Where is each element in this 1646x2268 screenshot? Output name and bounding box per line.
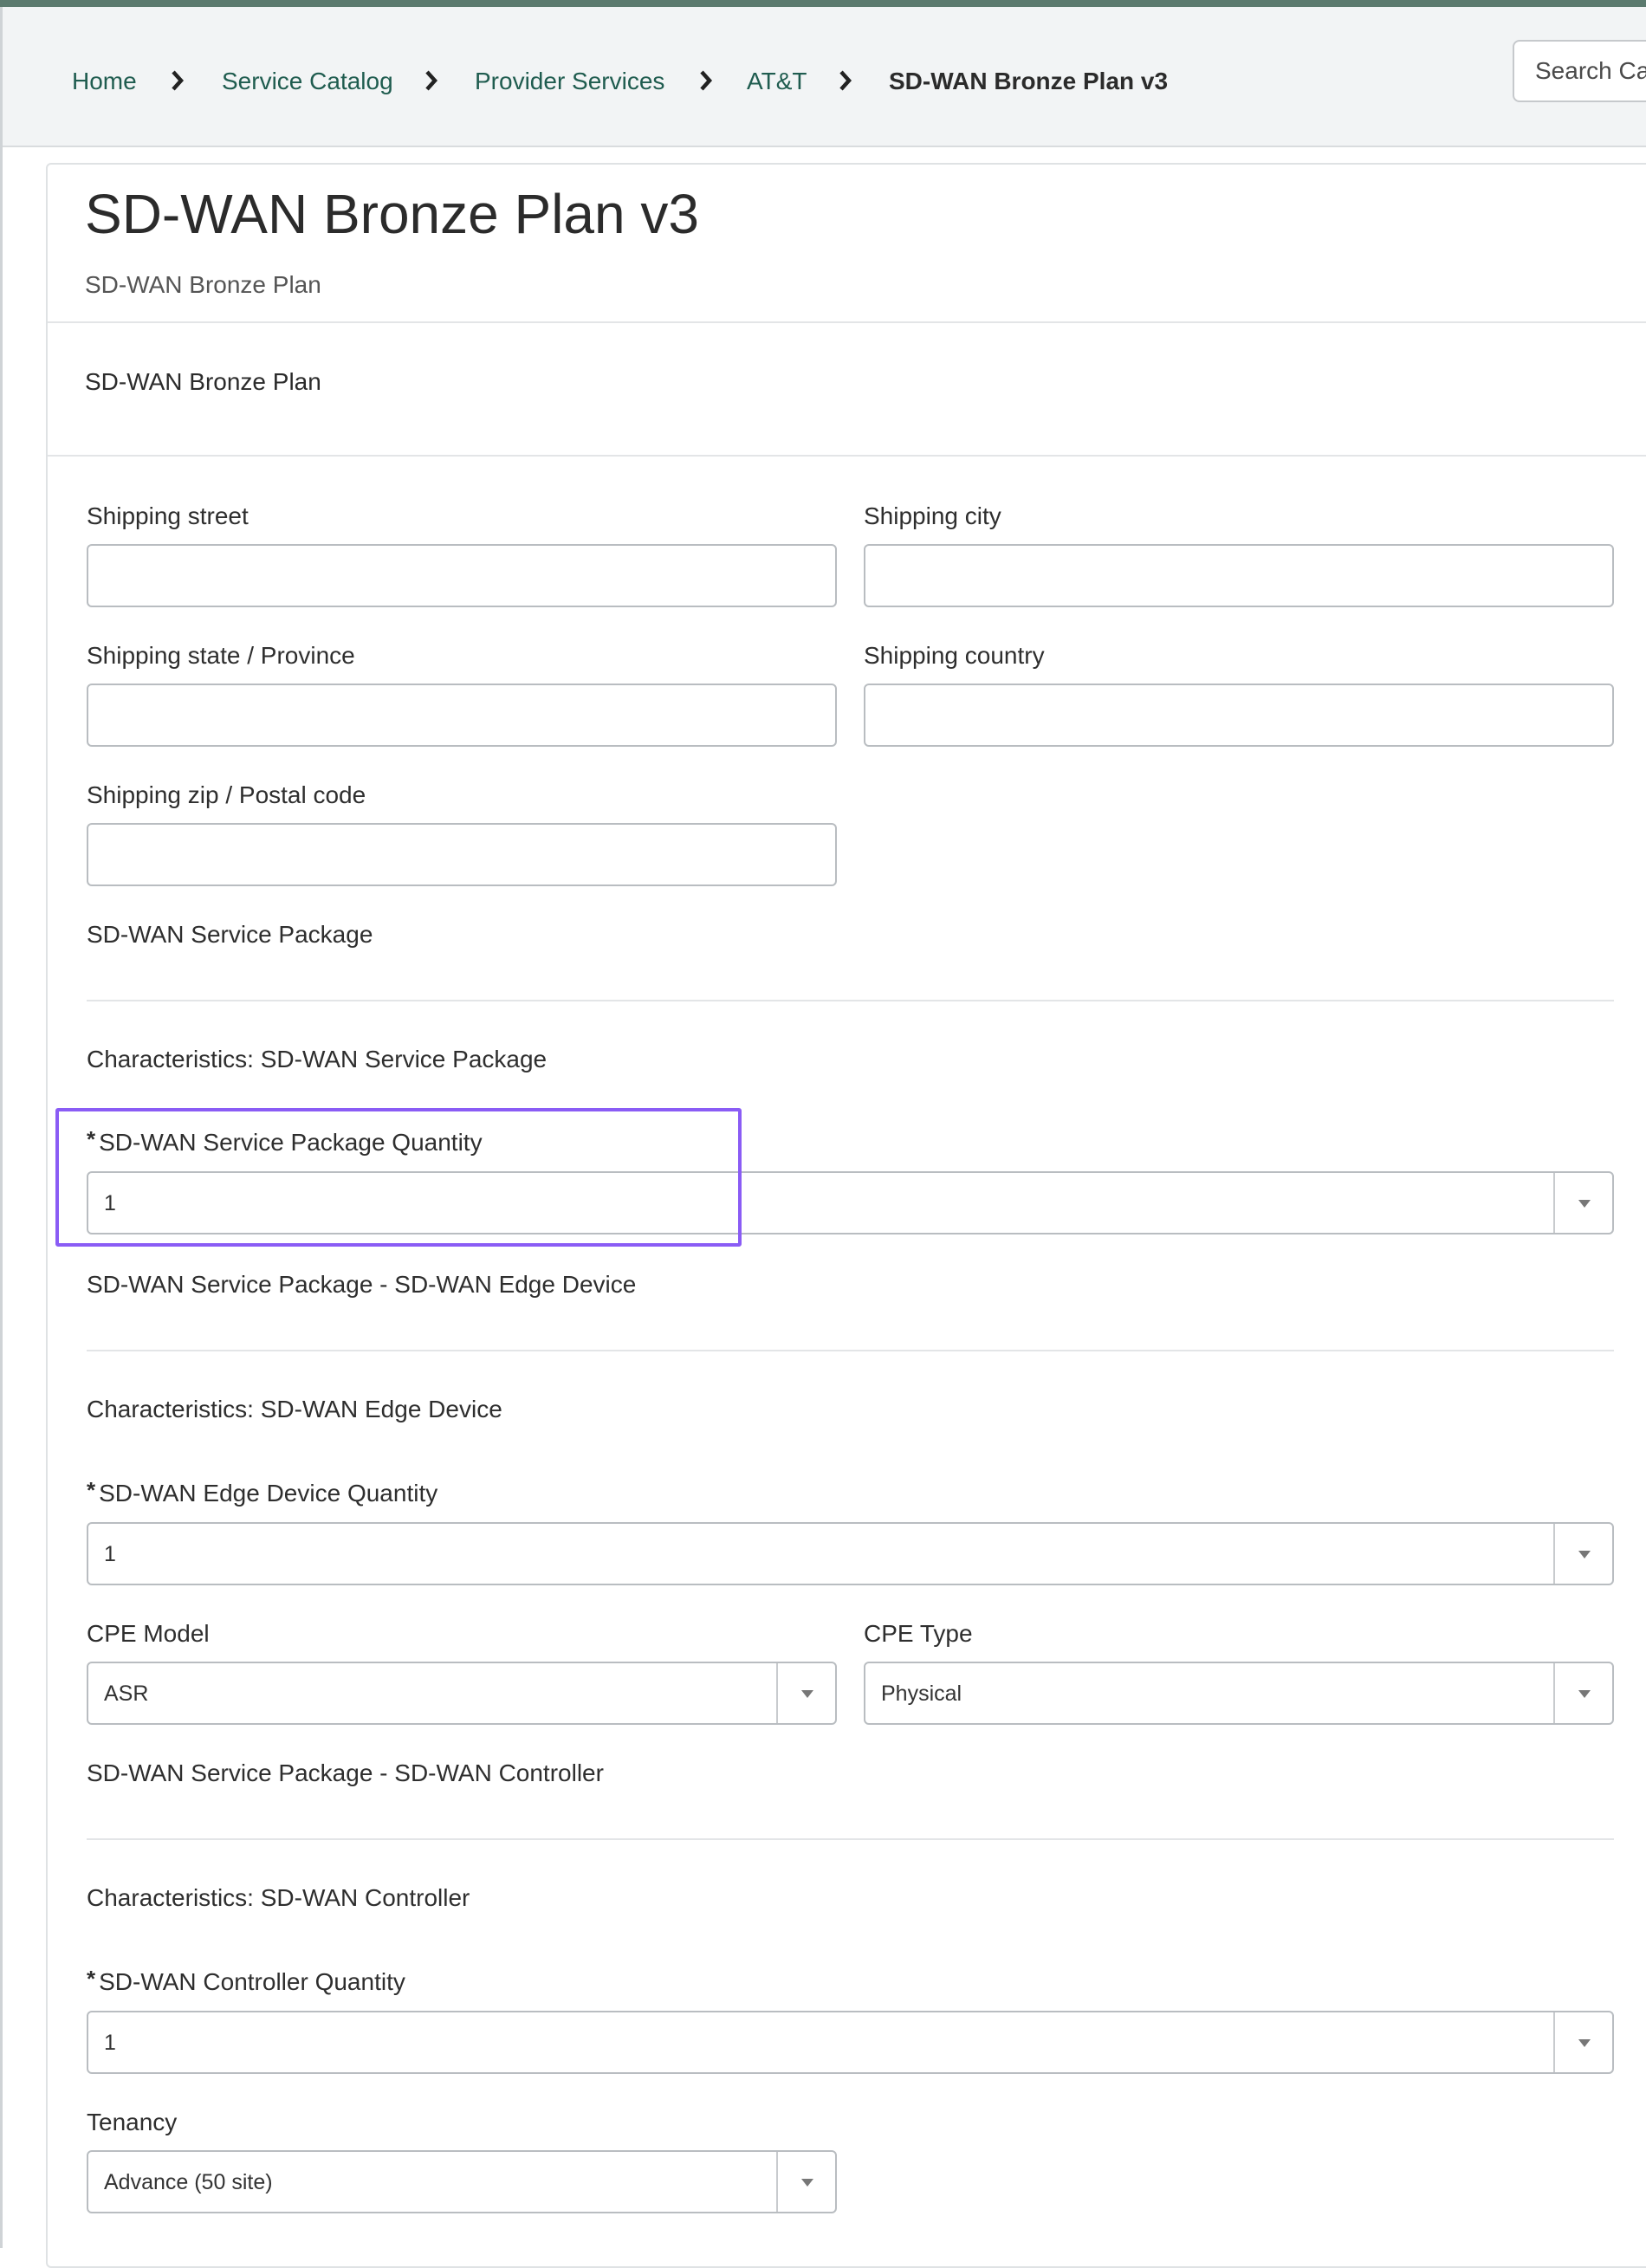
cpe-model-label: CPE Model [87,1620,210,1647]
edge-device-quantity-text: SD-WAN Edge Device Quantity [99,1480,438,1507]
section-divider [87,1838,1614,1840]
section-divider [48,455,1646,457]
cpe-type-label: CPE Type [864,1620,973,1647]
edge-device-heading: SD-WAN Service Package - SD-WAN Edge Device [87,1271,637,1298]
breadcrumb-att[interactable]: AT&T [747,68,807,94]
controller-heading: SD-WAN Service Package - SD-WAN Controller [87,1759,604,1786]
item-subtitle: SD-WAN Bronze Plan [85,271,321,298]
required-marker: * [87,1126,96,1152]
section-divider [87,1000,1614,1001]
item-description: SD-WAN Bronze Plan [85,368,321,395]
caret-down-icon [801,1690,813,1698]
edge-device-characteristics: Characteristics: SD-WAN Edge Device [87,1396,502,1422]
controller-quantity-value: 1 [104,2031,116,2055]
shipping-zip-field[interactable] [87,823,837,886]
section-divider [48,321,1646,323]
service-package-characteristics: Characteristics: SD-WAN Service Package [87,1046,548,1072]
service-package-quantity-text: SD-WAN Service Package Quantity [99,1129,483,1156]
service-package-heading: SD-WAN Service Package [87,921,373,948]
cpe-type-select[interactable] [864,1662,1614,1725]
chevron-right-icon [171,69,185,92]
cpe-model-select[interactable] [87,1662,837,1725]
tenancy-value: Advance (50 site) [104,2170,273,2194]
shipping-country-label: Shipping country [864,642,1045,669]
page-header [3,7,1646,147]
dropdown-toggle[interactable] [1553,1524,1612,1584]
caret-down-icon [1578,1551,1591,1558]
shipping-state-label: Shipping state / Province [87,642,355,669]
tenancy-select[interactable] [87,2150,837,2213]
breadcrumb-current: SD-WAN Bronze Plan v3 [889,68,1169,94]
caret-down-icon [1578,1690,1591,1698]
required-marker: * [87,1966,96,1992]
shipping-state-field[interactable] [87,684,837,747]
left-edge-rule [0,7,3,2248]
controller-quantity-select[interactable] [87,2011,1614,2074]
caret-down-icon [1578,2039,1591,2047]
highlight-box [55,1108,742,1247]
service-package-quantity-value: 1 [104,1191,116,1215]
search-catalog-box[interactable] [1513,40,1646,102]
required-marker: * [87,1477,96,1503]
dropdown-toggle[interactable] [1553,2012,1612,2072]
controller-quantity-text: SD-WAN Controller Quantity [99,1968,405,1995]
chevron-right-icon [424,69,438,92]
shipping-street-label: Shipping street [87,502,249,529]
caret-down-icon [1578,1200,1591,1208]
top-accent-bar [0,0,1646,7]
shipping-country-field[interactable] [864,684,1614,747]
breadcrumb-provider-services[interactable]: Provider Services [475,68,665,94]
shipping-city-label: Shipping city [864,502,1001,529]
tenancy-label: Tenancy [87,2109,178,2135]
edge-device-quantity-value: 1 [104,1542,116,1566]
caret-down-icon [801,2179,813,2187]
page-title: SD-WAN Bronze Plan v3 [85,183,699,245]
dropdown-toggle[interactable] [776,1663,835,1723]
controller-characteristics: Characteristics: SD-WAN Controller [87,1884,470,1911]
shipping-street-field[interactable] [87,544,837,607]
section-divider [87,1350,1614,1351]
edge-device-quantity-select[interactable] [87,1522,1614,1585]
edge-device-quantity-label [87,1477,438,1507]
controller-quantity-label [87,1968,405,1996]
dropdown-toggle[interactable] [1553,1173,1612,1233]
shipping-zip-label: Shipping zip / Postal code [87,781,366,808]
dropdown-toggle[interactable] [1553,1663,1612,1723]
breadcrumb-service-catalog[interactable]: Service Catalog [222,68,393,94]
shipping-city-field[interactable] [864,544,1614,607]
breadcrumb-home[interactable]: Home [72,68,137,94]
cpe-model-value: ASR [104,1682,149,1706]
chevron-right-icon [699,69,713,92]
cpe-type-value: Physical [881,1682,962,1706]
chevron-right-icon [839,69,852,92]
search-input[interactable] [1514,42,1646,100]
dropdown-toggle[interactable] [776,2152,835,2212]
